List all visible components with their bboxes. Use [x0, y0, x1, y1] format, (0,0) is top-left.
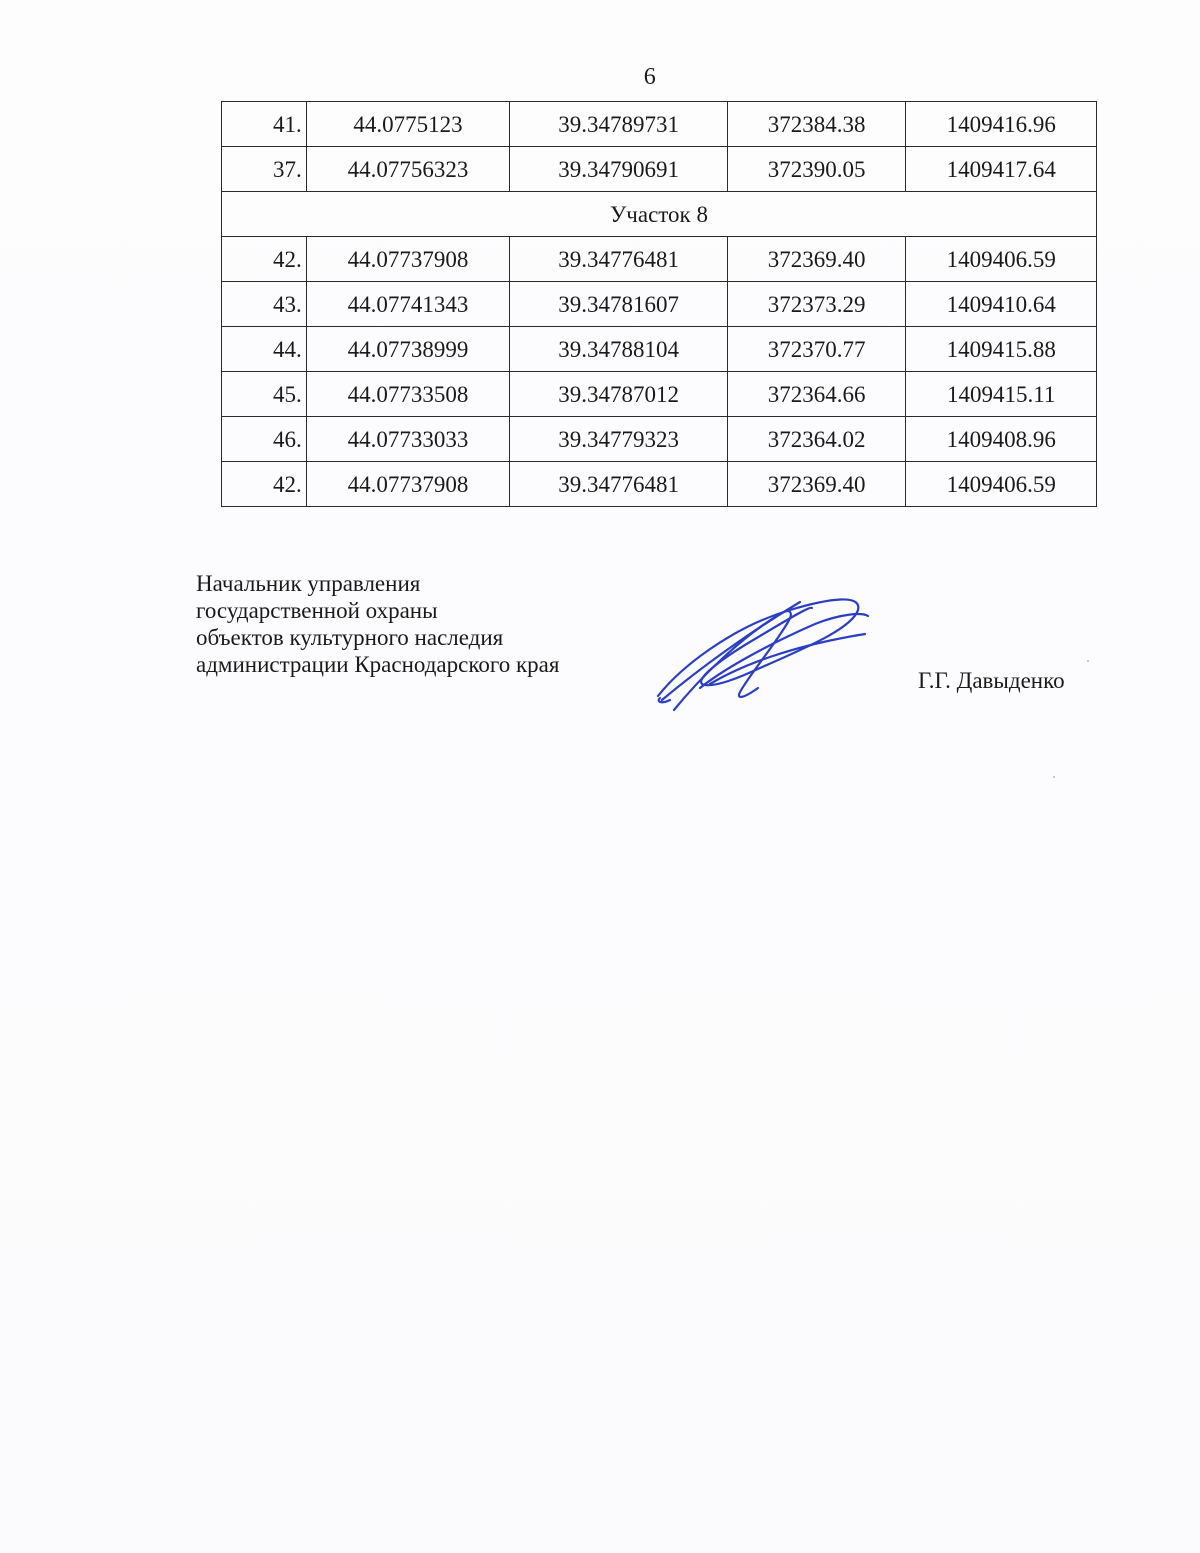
x-coordinate-cell: 372370.77: [727, 327, 906, 372]
longitude-cell: 39.34787012: [510, 372, 728, 417]
x-coordinate-cell: 372384.38: [727, 102, 906, 147]
table-row: [222, 102, 1097, 147]
point-number: 45.: [222, 372, 307, 417]
table-row: [222, 237, 1097, 282]
y-coordinate-cell: 1409415.11: [906, 372, 1097, 417]
page-number: 6: [643, 64, 657, 90]
scan-speck: [1053, 776, 1055, 778]
x-coordinate-cell: 372364.66: [727, 372, 906, 417]
section-heading: Участок 8: [222, 192, 1097, 237]
y-coordinate-cell: 1409416.96: [906, 102, 1097, 147]
latitude-cell: 44.07737908: [306, 237, 510, 282]
handwritten-signature: [640, 588, 880, 718]
coordinates-table-body: [222, 102, 1097, 507]
table-row: [222, 417, 1097, 462]
latitude-cell: 44.07756323: [306, 147, 510, 192]
point-number: 42.: [222, 237, 307, 282]
longitude-cell: 39.34776481: [510, 237, 728, 282]
y-coordinate-cell: 1409417.64: [906, 147, 1097, 192]
y-coordinate-cell: 1409406.59: [906, 462, 1097, 507]
x-coordinate-cell: 372390.05: [727, 147, 906, 192]
coordinates-table: [221, 101, 1097, 507]
table-row: [222, 462, 1097, 507]
latitude-cell: 44.07737908: [306, 462, 510, 507]
signatory-title-line: Начальник управления: [196, 571, 421, 596]
table-row: [222, 282, 1097, 327]
x-coordinate-cell: 372373.29: [727, 282, 906, 327]
longitude-cell: 39.34790691: [510, 147, 728, 192]
signatory-title-line: объектов культурного наследия: [196, 625, 504, 650]
x-coordinate-cell: 372364.02: [727, 417, 906, 462]
x-coordinate-cell: 372369.40: [727, 462, 906, 507]
latitude-cell: 44.07741343: [306, 282, 510, 327]
longitude-cell: 39.34789731: [510, 102, 728, 147]
longitude-cell: 39.34781607: [510, 282, 728, 327]
latitude-cell: 44.07733033: [306, 417, 510, 462]
y-coordinate-cell: 1409410.64: [906, 282, 1097, 327]
longitude-cell: 39.34779323: [510, 417, 728, 462]
point-number: 46.: [222, 417, 307, 462]
point-number: 37.: [222, 147, 307, 192]
y-coordinate-cell: 1409406.59: [906, 237, 1097, 282]
table-row: [222, 372, 1097, 417]
scan-speck: [1087, 660, 1089, 662]
y-coordinate-cell: 1409408.96: [906, 417, 1097, 462]
latitude-cell: 44.07733508: [306, 372, 510, 417]
section-row: [222, 192, 1097, 237]
point-number: 42.: [222, 462, 307, 507]
x-coordinate-cell: 372369.40: [727, 237, 906, 282]
point-number: 44.: [222, 327, 307, 372]
signatory-title-line: администрации Краснодарского края: [196, 652, 560, 677]
latitude-cell: 44.0775123: [306, 102, 510, 147]
y-coordinate-cell: 1409415.88: [906, 327, 1097, 372]
point-number: 41.: [222, 102, 307, 147]
signatory-title: [196, 570, 559, 678]
table-row: [222, 147, 1097, 192]
signatory-name: Г.Г. Давыденко: [918, 668, 1065, 693]
table-row: [222, 327, 1097, 372]
longitude-cell: 39.34788104: [510, 327, 728, 372]
longitude-cell: 39.34776481: [510, 462, 728, 507]
point-number: 43.: [222, 282, 307, 327]
latitude-cell: 44.07738999: [306, 327, 510, 372]
signatory-title-line: государственной охраны: [196, 598, 438, 623]
